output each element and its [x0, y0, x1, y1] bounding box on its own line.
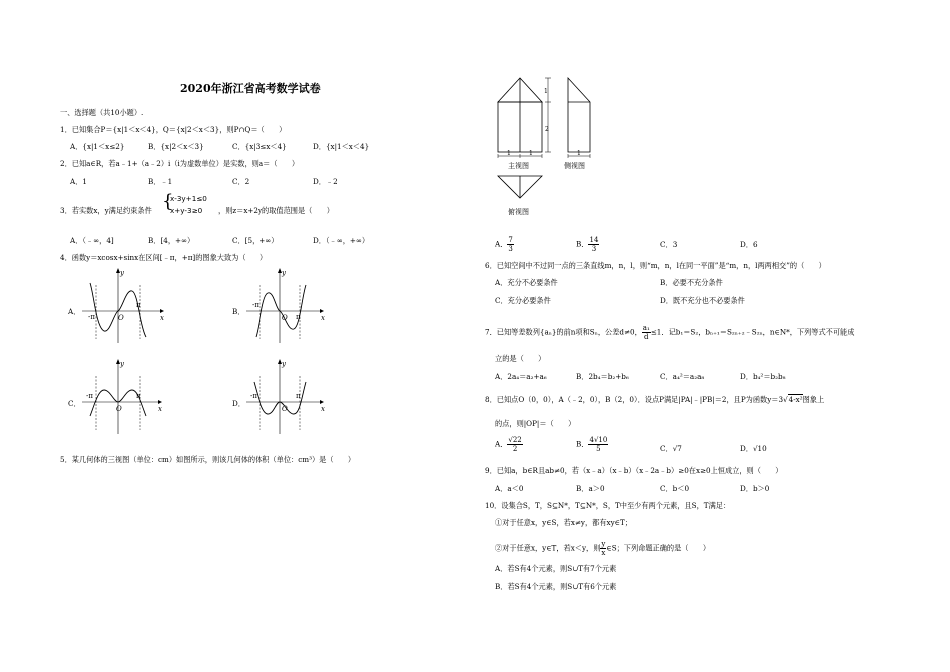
- q8-option-c[interactable]: C．√7: [660, 444, 682, 453]
- q3-option-d[interactable]: D．（﹣∞，+∞）: [313, 236, 370, 245]
- q3-condition-1: x-3y+1≤0: [170, 194, 207, 203]
- q7-stem-cont: 立的是（ ）: [495, 354, 546, 363]
- q3-stem-pre: 3．若实数x，y满足约束条件: [60, 206, 152, 215]
- q9-option-a[interactable]: A．a＜0: [495, 484, 524, 493]
- q4a-x-label: x: [160, 314, 164, 322]
- q6-option-a[interactable]: A．充分不必要条件: [495, 278, 558, 287]
- q4-option-c[interactable]: C．: [68, 399, 81, 408]
- q4d-y-label: y: [282, 360, 286, 368]
- q6-option-c[interactable]: C．充分必要条件: [495, 296, 551, 305]
- q3-option-b[interactable]: B．[4，+∞）: [148, 236, 195, 245]
- front-view-label: 主视图: [508, 162, 529, 170]
- q4c-x-label: x: [158, 405, 162, 413]
- q10-condition-1: ①对于任意x，y∈S，若x≠y，都有xy∈T；: [495, 518, 632, 527]
- q4-option-a[interactable]: A．: [68, 307, 81, 316]
- q2-option-b[interactable]: B．﹣1: [148, 177, 173, 186]
- paper-title: 2020年浙江省高考数学试卷: [180, 82, 321, 95]
- q9-stem: 9．已知a，b∈R且ab≠0，若（x﹣a）（x﹣b）（x﹣2a﹣b）≥0在x≥0上恒成立，则（ ）: [485, 466, 783, 475]
- q4c-neg-pi-label: -π: [86, 392, 93, 400]
- q10-condition-2: ②对于任意x，y∈T，若x＜y，则 $\frac{y}{x}$ ∈S；下列命题正确的是（ ）: [495, 540, 711, 557]
- top-view-label: 俯视图: [508, 208, 529, 216]
- q4d-x-label: x: [321, 405, 325, 413]
- q9-option-b[interactable]: B．a＞0: [576, 484, 605, 493]
- q2-option-a[interactable]: A．1: [70, 177, 87, 186]
- q8-option-a[interactable]: A． $\frac{√22}{2}$: [495, 436, 522, 453]
- q4-option-b[interactable]: B．: [232, 307, 245, 316]
- q7-option-d[interactable]: D．b₄²＝b₂b₈: [740, 372, 786, 381]
- q4c-pi-label: π: [136, 392, 141, 400]
- q1-option-b[interactable]: B．{x|2＜x＜3}: [148, 142, 204, 151]
- q4-stem: 4．函数y＝xcosx+sinx在区间[﹣π，+π]的图象大致为（ ）: [60, 253, 268, 262]
- q1-stem: 1．已知集合P＝{x|1＜x＜4}，Q＝{x|2＜x＜3}，则P∩Q＝（ ）: [60, 125, 287, 134]
- q3-brace: {: [162, 191, 174, 212]
- q2-stem: 2．已知a∈R，若a﹣1+（a﹣2）i（i为虚数单位）是实数，则a＝（ ）: [60, 159, 300, 168]
- side-view-label: 侧视图: [564, 162, 585, 170]
- q6-option-d[interactable]: D．既不充分也不必要条件: [660, 296, 745, 305]
- q7-option-a[interactable]: A．2a₄＝a₂+a₆: [495, 372, 547, 381]
- q3-option-a[interactable]: A．（﹣∞，4]: [70, 236, 114, 245]
- q1-option-d[interactable]: D．{x|1＜x＜4}: [313, 142, 370, 151]
- q4-option-d[interactable]: D．: [232, 399, 245, 408]
- q3-option-c[interactable]: C．[5，+∞）: [232, 236, 279, 245]
- q2-option-d[interactable]: D．﹣2: [313, 177, 338, 186]
- q10-option-b[interactable]: B．若S有4个元素，则S∪T有6个元素: [495, 582, 617, 591]
- q4-graph-a: [80, 265, 170, 345]
- q6-stem: 6．已知空间中不过同一点的三条直线m，n，l，则“m，n，l在同一平面”是“m，n，l两两相交”的（ ）: [485, 261, 826, 270]
- q10-stem: 10．设集合S，T，S⊆N*，T⊆N*，S，T中至少有两个元素，且S，T满足：: [485, 501, 731, 510]
- q4b-x-label: x: [321, 314, 325, 322]
- q2-option-c[interactable]: C．2: [232, 177, 250, 186]
- q4b-y-label: y: [282, 269, 286, 277]
- q5-option-d[interactable]: D．6: [740, 240, 758, 249]
- dim-front-right: 1: [529, 150, 533, 157]
- q5-three-view-figure: [488, 74, 608, 220]
- q5-option-b[interactable]: B． $\frac{14}{3}$: [576, 236, 599, 253]
- dim-height-bottom: 2: [545, 126, 549, 133]
- q4c-origin-label: O: [116, 405, 122, 413]
- q4d-origin-label: O: [282, 405, 288, 413]
- q4a-neg-pi-label: -π: [88, 313, 95, 321]
- q5-option-a[interactable]: A． $\frac{7}{3}$: [495, 236, 513, 253]
- q4-graph-c: [80, 356, 170, 436]
- q4c-y-label: y: [120, 360, 124, 368]
- q4-graph-d: [244, 356, 334, 436]
- q3-stem-post: ，则z＝x+2y的取值范围是（ ）: [218, 206, 334, 215]
- q8-stem-cont: 的点，则|OP|＝（ ）: [495, 419, 576, 428]
- q10-option-a[interactable]: A．若S有4个元素，则S∪T有7个元素: [495, 564, 617, 573]
- section-heading: 一、选择题（共10小题）.: [60, 108, 144, 117]
- q5-stem: 5．某几何体的三视图（单位：cm）如图所示，则该几何体的体积（单位：cm³）是（ ）: [60, 455, 356, 464]
- q4b-neg-pi-label: -π: [252, 301, 259, 309]
- q1-option-a[interactable]: A．{x|1＜x≤2}: [70, 142, 125, 151]
- q4a-origin-label: O: [118, 314, 124, 322]
- q7-option-c[interactable]: C．a₄²＝a₂a₈: [660, 372, 705, 381]
- q4b-pi-label: π: [296, 313, 301, 321]
- q8-stem: 8．已知点O（0，0），A（﹣2，0），B（2，0）．设点P满足|PA|﹣|PB|＝2，且P为函数y＝3√4-x²图象上: [485, 395, 825, 404]
- q3-condition-2: x+y-3≥0: [170, 206, 203, 215]
- q9-option-c[interactable]: C．b＜0: [660, 484, 690, 493]
- q7-stem: 7．已知等差数列{aₙ}的前n项和Sₙ，公差d≠0， $\frac{\text{a₁}}{d}$ ≤1．记b₁＝S₂，bₙ₊₁＝S₂ₙ₊₂﹣S₂ₙ，n∈N*，下列等式不可能成: [485, 324, 855, 341]
- q5-option-c[interactable]: C．3: [660, 240, 678, 249]
- dim-front-left: 1: [507, 150, 511, 157]
- q4a-y-label: y: [120, 269, 124, 277]
- q4-graph-b: [244, 265, 334, 345]
- q4a-pi-label: π: [136, 301, 141, 309]
- q6-option-b[interactable]: B．必要不充分条件: [660, 278, 723, 287]
- q4d-pi-label: π: [296, 392, 301, 400]
- q7-option-b[interactable]: B．2b₄＝b₂+b₆: [576, 372, 629, 381]
- q9-option-d[interactable]: D．b＞0: [740, 484, 770, 493]
- q8-option-b[interactable]: B． $\frac{4√10}{5}$: [576, 436, 608, 453]
- dim-height-top: 1: [544, 88, 548, 95]
- dim-side: 1: [577, 150, 581, 157]
- q4b-origin-label: O: [282, 314, 288, 322]
- q8-option-d[interactable]: D．√10: [740, 444, 767, 453]
- q4d-neg-pi-label: -π: [250, 392, 257, 400]
- q1-option-c[interactable]: C．{x|3≤x＜4}: [232, 142, 287, 151]
